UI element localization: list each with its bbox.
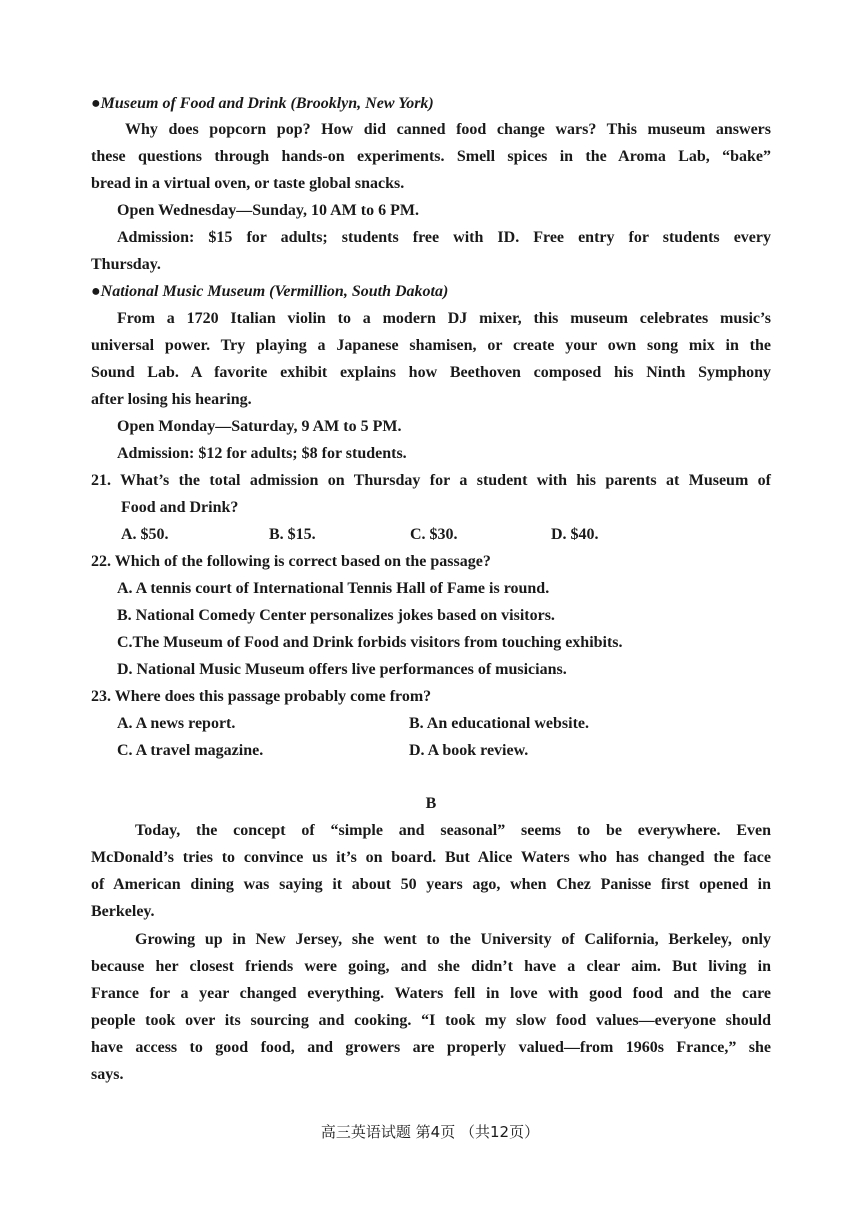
- section-b-paragraph-1-line: of American dining was saying it about 50 years ago, when Chez Panisse first opened in: [91, 876, 771, 893]
- section-b-paragraph-2-line: Growing up in New Jersey, she went to the University of California, Berkeley, only: [135, 931, 771, 948]
- question-21-option-a: A. $50.: [121, 526, 169, 543]
- section-b-paragraph-2-line: France for a year changed everything. Waters fell in love with good food and the care: [91, 985, 771, 1002]
- museum-music-line: universal power. Try playing a Japanese shamisen, or create your own song mix in the: [91, 337, 771, 354]
- question-22-option-d: D. National Music Museum offers live performances of musicians.: [117, 661, 567, 678]
- question-23-option-a: A. A news report.: [117, 715, 236, 732]
- museum-food-line: these questions through hands-on experiments. Smell spices in the Aroma Lab, “bake”: [91, 148, 771, 165]
- question-22-option-a: A. A tennis court of International Tennis Hall of Fame is round.: [117, 580, 550, 597]
- museum-music-line: Sound Lab. A favorite exhibit explains how Beethoven composed his Ninth Symphony: [91, 364, 771, 381]
- section-b-paragraph-2-line: have access to good food, and growers are properly valued—from 1960s France,” she: [91, 1039, 771, 1056]
- section-b-paragraph-2-line: because her closest friends were going, and she didn’t have a clear aim. But living in: [91, 958, 771, 975]
- museum-music-line: From a 1720 Italian violin to a modern DJ mixer, this museum celebrates music’s: [117, 310, 771, 327]
- question-22-option-b: B. National Comedy Center personalizes jokes based on visitors.: [117, 607, 555, 624]
- question-21-option-c: C. $30.: [410, 526, 458, 543]
- question-21-stem: Food and Drink?: [121, 499, 239, 516]
- museum-music-hours: Open Monday—Saturday, 9 AM to 5 PM.: [117, 418, 402, 435]
- question-21-stem: 21. What’s the total admission on Thursday for a student with his parents at Museum of: [91, 472, 771, 489]
- museum-food-hours: Open Wednesday—Sunday, 10 AM to 6 PM.: [117, 202, 419, 219]
- question-23-stem: 23. Where does this passage probably come from?: [91, 688, 432, 705]
- question-22-option-c: C.The Museum of Food and Drink forbids visitors from touching exhibits.: [117, 634, 623, 651]
- section-b-label: B: [425, 795, 437, 812]
- section-b-paragraph-1-line: Today, the concept of “simple and seasonal” seems to be everywhere. Even: [135, 822, 771, 839]
- section-b-paragraph-1-line: Berkeley.: [91, 903, 155, 920]
- museum-food-heading: ●Museum of Food and Drink (Brooklyn, New York): [91, 95, 434, 112]
- question-23-option-c: C. A travel magazine.: [117, 742, 264, 759]
- museum-food-admission: Admission: $15 for adults; students free with ID. Free entry for students every: [117, 229, 771, 246]
- museum-food-line: Why does popcorn pop? How did canned food change wars? This museum answers: [125, 121, 771, 138]
- section-b-paragraph-2-line: says.: [91, 1066, 124, 1083]
- question-22-stem: 22. Which of the following is correct based on the passage?: [91, 553, 491, 570]
- museum-music-line: after losing his hearing.: [91, 391, 252, 408]
- section-b-paragraph-2-line: people took over its sourcing and cooking. “I took my slow food values—everyone should: [91, 1012, 771, 1029]
- museum-music-admission: Admission: $12 for adults; $8 for students.: [117, 445, 407, 462]
- museum-music-heading: ●National Music Museum (Vermillion, South Dakota): [91, 283, 449, 300]
- page-footer: 高三英语试题 第4页 （共12页）: [320, 1123, 540, 1141]
- question-21-option-b: B. $15.: [269, 526, 316, 543]
- question-21-option-d: D. $40.: [551, 526, 599, 543]
- museum-food-line: bread in a virtual oven, or taste global snacks.: [91, 175, 405, 192]
- question-23-option-d: D. A book review.: [409, 742, 529, 759]
- question-23-option-b: B. An educational website.: [409, 715, 590, 732]
- section-b-paragraph-1-line: McDonald’s tries to convince us it’s on board. But Alice Waters who has changed the face: [91, 849, 771, 866]
- museum-food-admission: Thursday.: [91, 256, 161, 273]
